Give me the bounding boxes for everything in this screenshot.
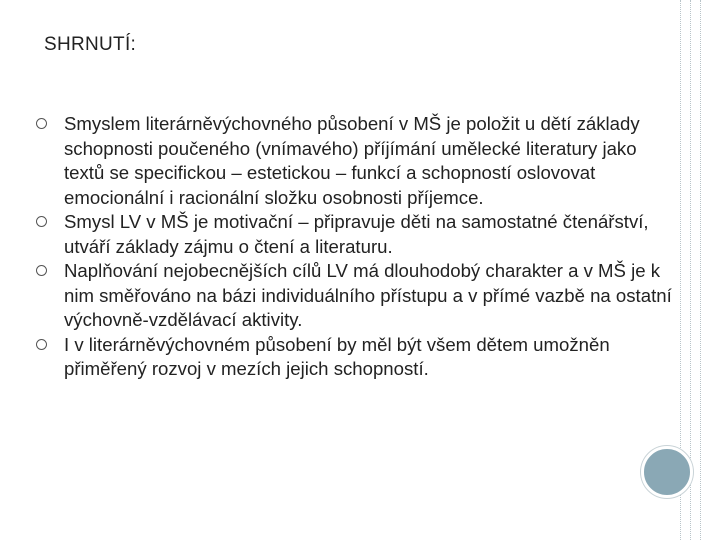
bullet-text: I v literárněvýchovném působení by měl být všem dětem umožněn přiměřený rozvoj v mezích jejich schopností. (64, 333, 610, 379)
decorative-line (700, 0, 701, 540)
hollow-circle-bullet-icon (36, 265, 47, 276)
hollow-circle-bullet-icon (36, 216, 47, 227)
hollow-circle-bullet-icon (36, 339, 47, 350)
bullet-text: Smysl LV v MŠ je motivační – připravuje děti na samostatné čtenářství, utváří základy zájmu o čtení a literaturu. (64, 211, 649, 257)
hollow-circle-bullet-icon (36, 118, 47, 129)
bullet-item (34, 210, 678, 259)
decorative-line (690, 0, 691, 540)
slide-title: SHRNUTÍ: (44, 34, 137, 55)
bullet-item (34, 259, 678, 333)
bullet-list (34, 112, 678, 382)
decorative-circle (641, 446, 693, 498)
bullet-item (34, 112, 678, 210)
bullet-text: Smyslem literárněvýchovného působení v MŠ je položit u dětí základy schopnosti poučeného (vnímavého) příjímání umělecké literatury jako textů se specifickou – estetickou – funkcí a schopností oslovovat emocionální i racionální složku osobnosti příjemce. (64, 113, 640, 208)
bullet-text: Naplňování nejobecnějších cílů LV má dlouhodobý charakter a v MŠ je k nim směřováno na bázi individuálního přístupu a v přímé vazbě na ostatní výchovně-vzdělávací aktivity. (64, 260, 672, 330)
bullet-item (34, 333, 678, 382)
